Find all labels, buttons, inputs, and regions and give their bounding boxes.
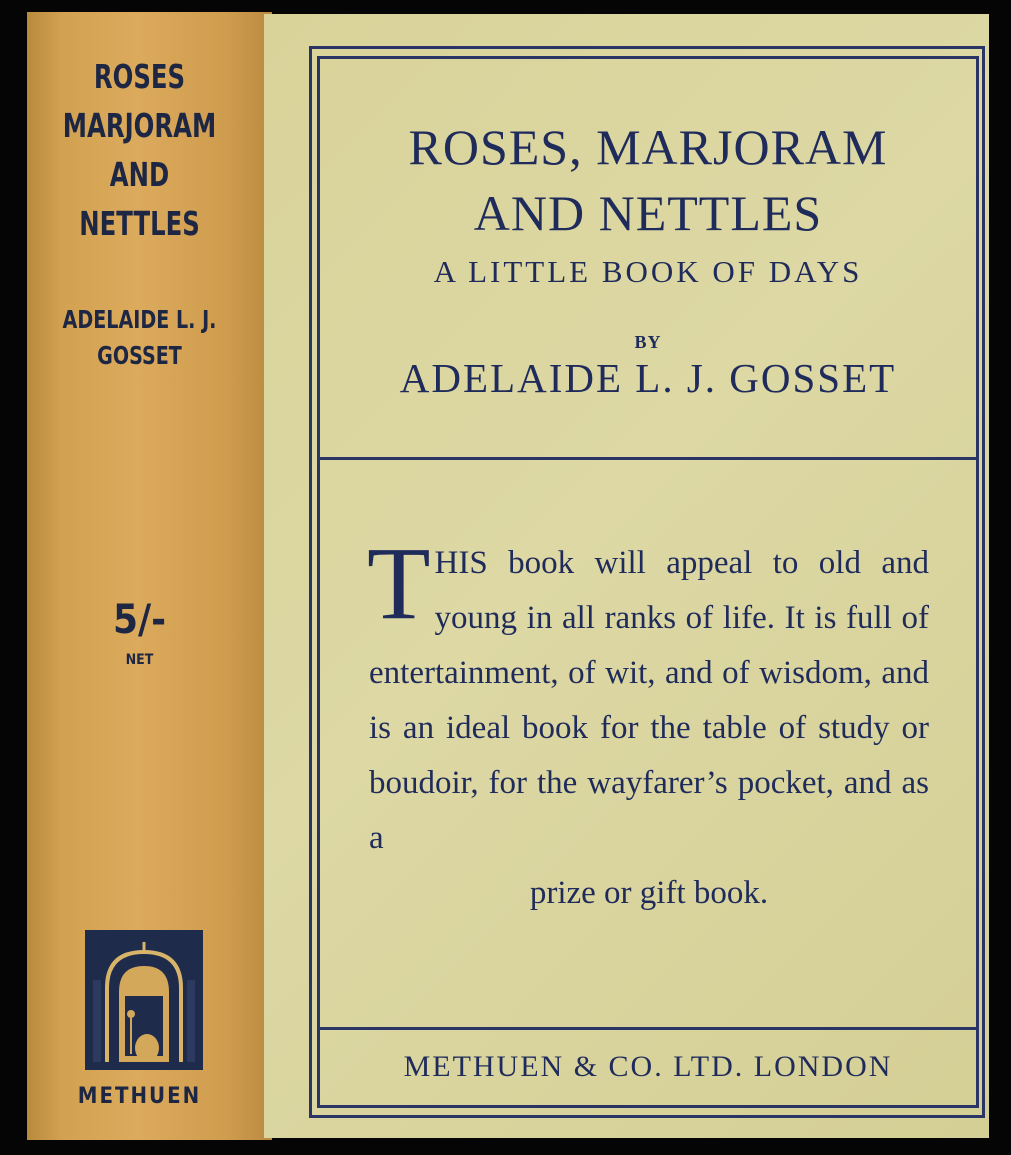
drop-cap: T xyxy=(367,526,431,641)
blurb-body: HIS book will appeal to old and young in all ranks of life. It is full of entertainment, of wit, and of wisdom, and is an ideal book for the table of study or boudoir, for the wayfarer’s pocket, and as a xyxy=(369,545,929,856)
by-label: BY xyxy=(634,332,662,352)
spine-author xyxy=(44,302,235,374)
spine-price-note: NET xyxy=(125,652,154,668)
spine-title-line: AND xyxy=(109,155,170,194)
book-dust-jacket xyxy=(27,12,989,1140)
spine-author-line: ADELAIDE L. J. xyxy=(62,305,217,334)
author-name: ADELAIDE L. J. GOSSET xyxy=(399,355,897,401)
blurb-text xyxy=(367,526,929,921)
publisher-line: METHUEN & CO. LTD. LONDON xyxy=(403,1050,893,1083)
spine-title-line: MARJORAM xyxy=(62,106,217,145)
doorway-emblem-icon xyxy=(85,930,203,1070)
front-cover xyxy=(264,14,989,1138)
spine-title-line: ROSES xyxy=(93,57,186,96)
book-title-line-1: ROSES, MARJORAM xyxy=(408,119,888,175)
spine-title xyxy=(47,52,232,248)
blurb-last-line: prize or gift book. xyxy=(529,875,769,911)
book-subtitle: A LITTLE BOOK OF DAYS xyxy=(433,254,863,289)
header-divider xyxy=(317,457,979,460)
book-spine xyxy=(27,12,272,1140)
spine-author-line: GOSSET xyxy=(97,341,182,370)
footer-divider xyxy=(317,1027,979,1030)
spine-publisher: METHUEN xyxy=(77,1084,202,1109)
book-title-line-2: AND NETTLES xyxy=(473,185,823,241)
spine-price: 5/- xyxy=(112,597,167,643)
spine-title-line: NETTLES xyxy=(79,204,200,243)
